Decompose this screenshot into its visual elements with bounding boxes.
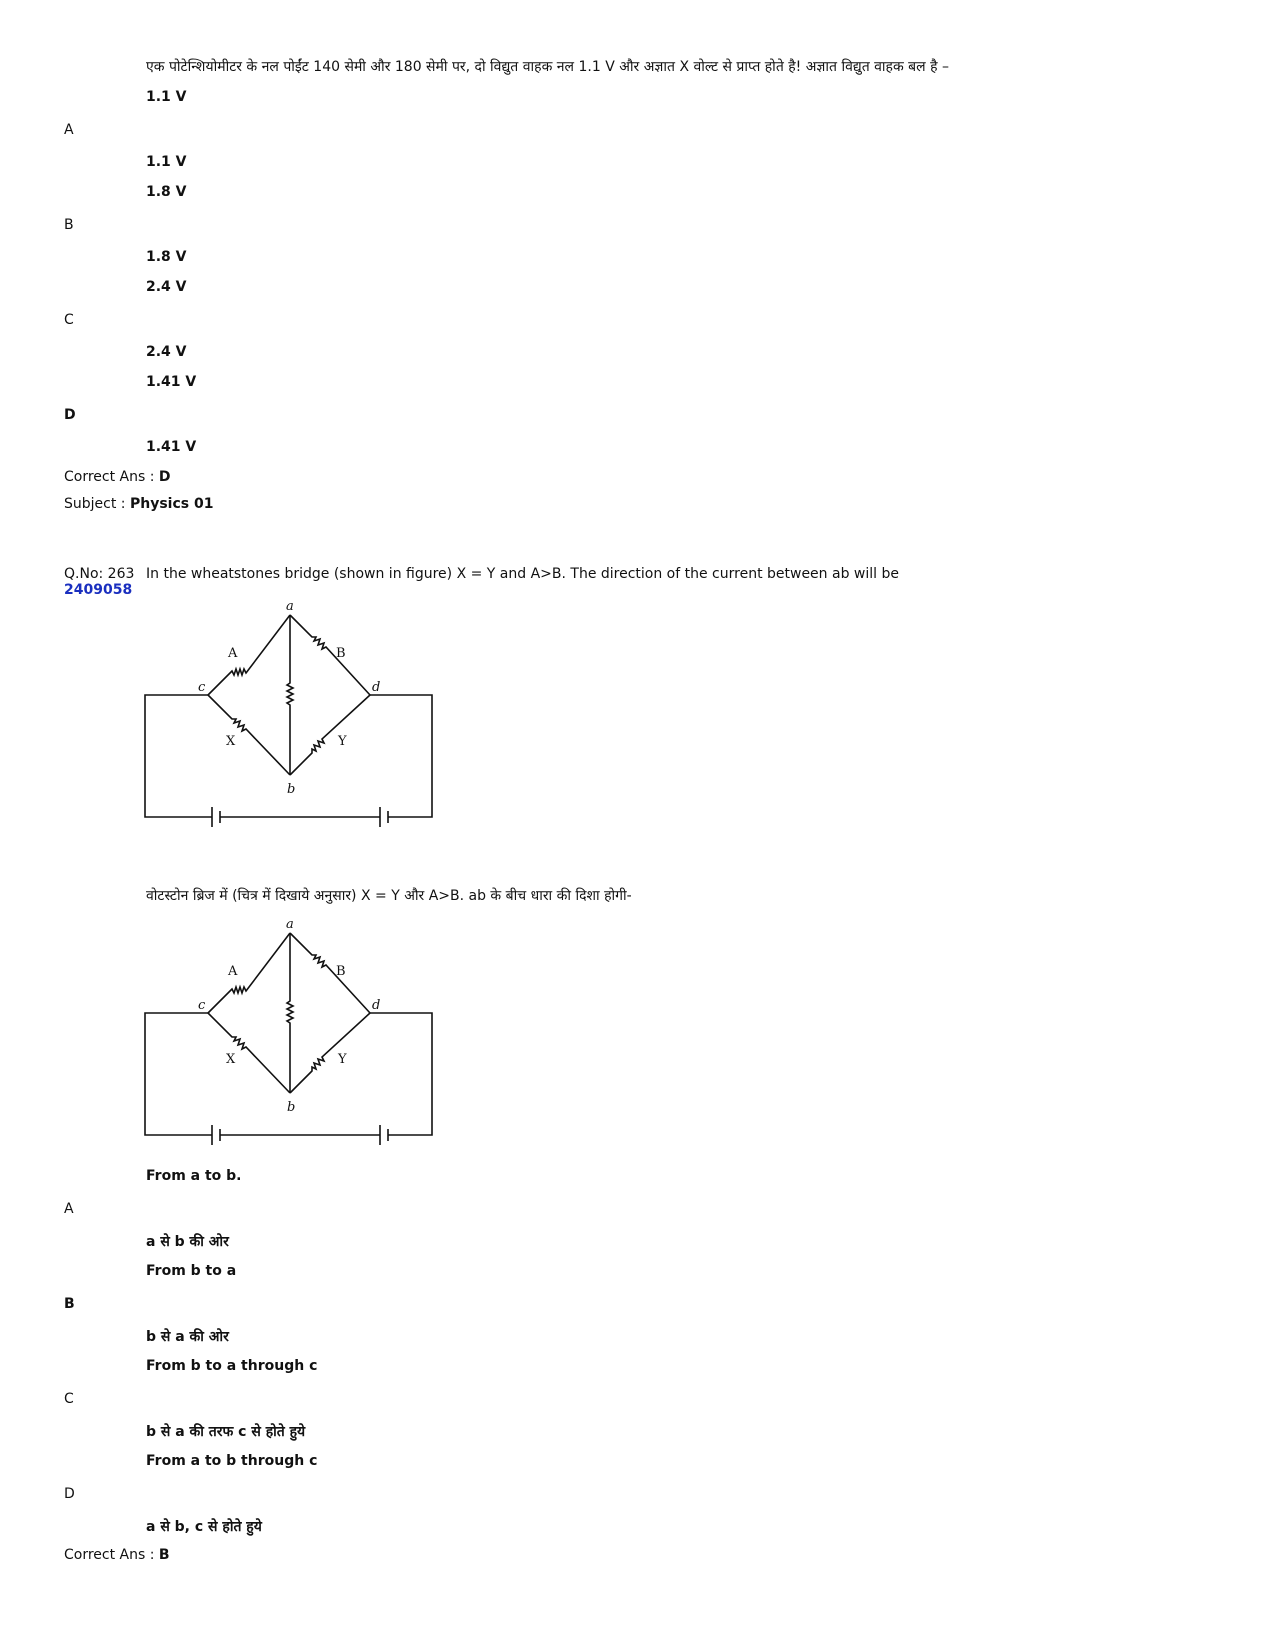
option-a-english: 1.1 V bbox=[146, 89, 187, 105]
node-label-d: d bbox=[372, 998, 381, 1013]
node-label-d: d bbox=[372, 680, 381, 695]
option-a-hindi: a से b की ओर bbox=[146, 1234, 229, 1250]
node-label-a: a bbox=[286, 599, 294, 614]
correct-answer-label: Correct Ans : bbox=[64, 1547, 155, 1563]
subject bbox=[64, 496, 213, 512]
option-c-hindi: 2.4 V bbox=[146, 344, 187, 360]
option-d-hindi: a से b, c से होते हुये bbox=[146, 1519, 262, 1535]
resistor-label-b: B bbox=[336, 964, 346, 979]
option-b-english: 1.8 V bbox=[146, 184, 187, 200]
option-d-english: From a to b through c bbox=[146, 1453, 318, 1469]
option-b-english: From b to a bbox=[146, 1263, 237, 1279]
option-letter-d: D bbox=[64, 1486, 75, 1502]
option-a-english: From a to b. bbox=[146, 1168, 242, 1184]
node-label-b: b bbox=[287, 782, 296, 797]
node-label-c: c bbox=[198, 680, 206, 695]
option-letter-c: C bbox=[64, 312, 74, 328]
option-a-hindi: 1.1 V bbox=[146, 154, 187, 170]
resistor-label-a: A bbox=[228, 646, 238, 661]
option-b-hindi: 1.8 V bbox=[146, 249, 187, 265]
node-label-a: a bbox=[286, 917, 294, 932]
correct-answer-label: Correct Ans : bbox=[64, 469, 155, 485]
option-letter-c: C bbox=[64, 1391, 74, 1407]
option-d-english: 1.41 V bbox=[146, 374, 197, 390]
option-letter-a: A bbox=[64, 122, 74, 138]
option-letter-d: D bbox=[64, 407, 76, 423]
resistor-label-a: A bbox=[228, 964, 238, 979]
subject-value: Physics 01 bbox=[129, 496, 214, 512]
option-c-english: From b to a through c bbox=[146, 1358, 318, 1374]
option-letter-a: A bbox=[64, 1201, 74, 1217]
question-text-english: In the wheatstones bridge (shown in figure) X = Y and A>B. The direction of the current between ab will be bbox=[146, 566, 899, 582]
option-letter-b: B bbox=[64, 217, 74, 233]
resistor-label-x: X bbox=[226, 734, 236, 749]
correct-answer bbox=[64, 1547, 170, 1563]
node-label-b: b bbox=[287, 1100, 296, 1115]
option-c-english: 2.4 V bbox=[146, 279, 187, 295]
question-id: 2409058 bbox=[64, 582, 133, 598]
node-label-c: c bbox=[198, 998, 206, 1013]
option-d-hindi: 1.41 V bbox=[146, 439, 197, 455]
wheatstone-bridge-diagram-hindi bbox=[140, 913, 440, 1153]
correct-answer-value: B bbox=[158, 1547, 170, 1563]
resistor-label-y: Y bbox=[338, 1052, 347, 1067]
question-text-hindi: वोटस्टोन ब्रिज में (चित्र में दिखाये अनुसार) X = Y और A>B. ab के बीच धारा की दिशा होगी- bbox=[146, 888, 632, 904]
question-number: Q.No: 263 bbox=[64, 566, 135, 582]
question-text-hindi: एक पोटेन्शियोमीटर के नल पोईंट 140 सेमी और 180 सेमी पर, दो विद्युत वाहक नल 1.1 V और अज्ञात X वोल्ट से प्राप्त होते है! अज्ञात विद्युत वाहक बल है – bbox=[146, 59, 949, 75]
resistor-label-b: B bbox=[336, 646, 346, 661]
resistor-label-y: Y bbox=[338, 734, 347, 749]
subject-label: Subject : bbox=[64, 496, 126, 512]
option-b-hindi: b से a की ओर bbox=[146, 1329, 229, 1345]
wheatstone-bridge-diagram bbox=[140, 595, 440, 835]
correct-answer-value: D bbox=[158, 469, 171, 485]
correct-answer bbox=[64, 469, 171, 485]
option-letter-b: B bbox=[64, 1296, 75, 1312]
resistor-label-x: X bbox=[226, 1052, 236, 1067]
option-c-hindi: b से a की तरफ c से होते हुये bbox=[146, 1424, 306, 1440]
